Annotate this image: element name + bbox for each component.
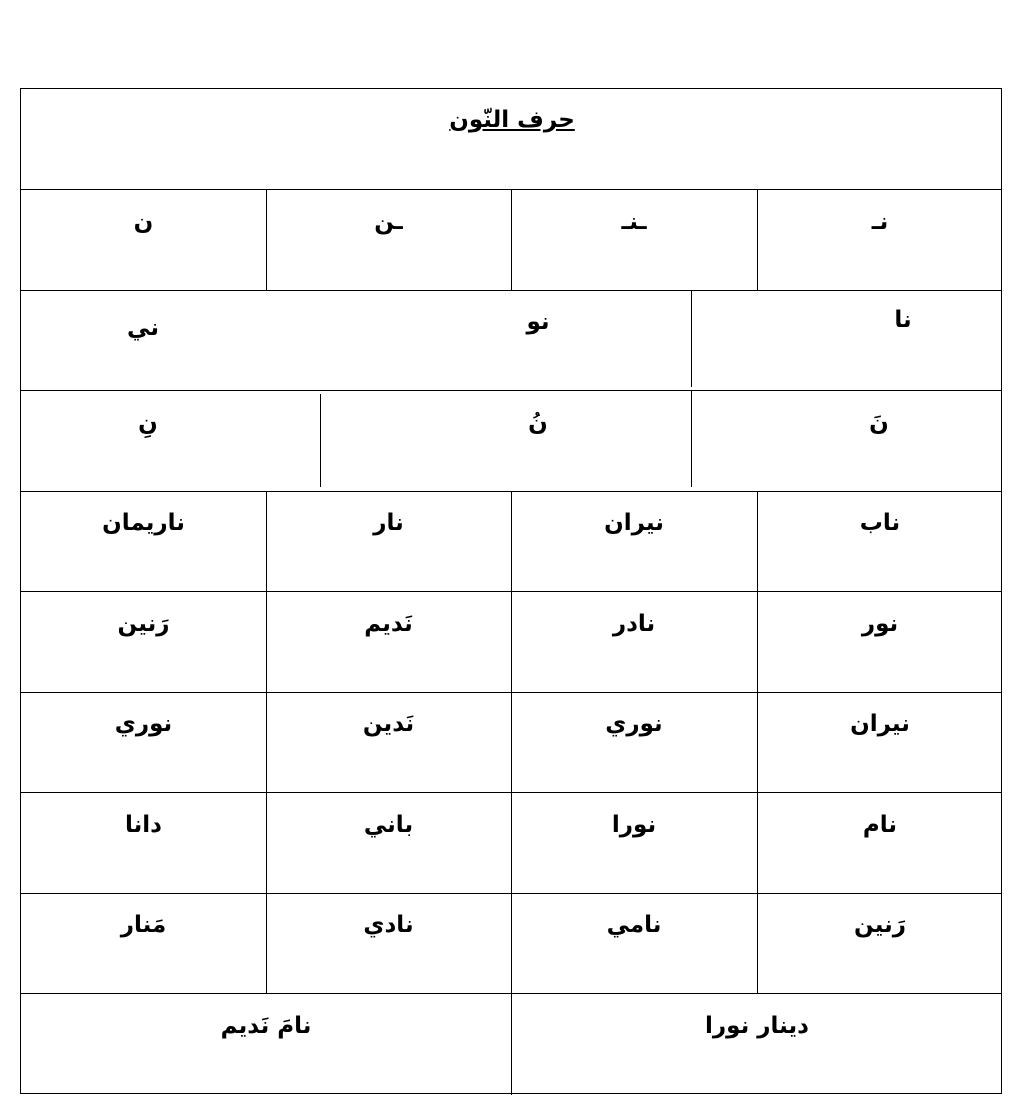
letter-form-initial: نـ <box>871 209 889 235</box>
word-cell: نادي <box>363 912 414 938</box>
letter-worksheet-table <box>20 88 1002 1094</box>
word-cell: ناب <box>859 510 901 536</box>
grid-line <box>21 290 1001 291</box>
grid-line <box>691 290 692 387</box>
letter-form-isolated: ن <box>133 209 154 235</box>
word-cell: نادر <box>612 611 656 637</box>
word-cell: نيران <box>850 711 910 737</box>
grid-line <box>511 993 512 1095</box>
word-cell: نام <box>862 812 898 838</box>
word-cell: نيران <box>604 510 664 536</box>
word-cell: نوري <box>114 711 173 737</box>
syllable-long-ya: ني <box>127 315 159 341</box>
grid-line <box>320 394 321 487</box>
grid-line <box>266 189 267 290</box>
word-cell: نامي <box>606 912 662 938</box>
word-cell: رَنين <box>854 912 906 938</box>
phrase-cell: نامَ نَديم <box>220 1013 312 1039</box>
syllable-long-alif: نا <box>894 307 912 333</box>
syllable-damma: نُ <box>528 410 548 436</box>
word-cell: مَنار <box>120 912 167 938</box>
letter-form-final: ـن <box>374 209 403 235</box>
word-cell: نوري <box>605 711 663 737</box>
grid-line <box>511 189 512 290</box>
grid-line <box>691 390 692 487</box>
word-cell: ناريمان <box>102 510 185 536</box>
word-cell: نَدين <box>362 711 415 737</box>
word-cell: نورا <box>611 812 657 838</box>
syllable-long-waw: نو <box>526 309 550 335</box>
grid-line <box>757 189 758 290</box>
word-cell: دانا <box>125 812 162 838</box>
word-cell: نَديم <box>364 611 413 637</box>
worksheet-title: حرف النّون <box>449 107 575 133</box>
phrase-cell: دينار نورا <box>705 1013 809 1039</box>
word-cell: رَنين <box>117 611 170 637</box>
letter-form-medial: ـنـ <box>621 209 647 235</box>
word-cell: باني <box>363 812 414 838</box>
word-cell: نار <box>373 510 404 536</box>
syllable-fatha: نَ <box>869 410 889 436</box>
syllable-kasra: نِ <box>138 410 158 436</box>
word-cell: نور <box>861 611 899 637</box>
grid-line <box>21 390 1001 391</box>
